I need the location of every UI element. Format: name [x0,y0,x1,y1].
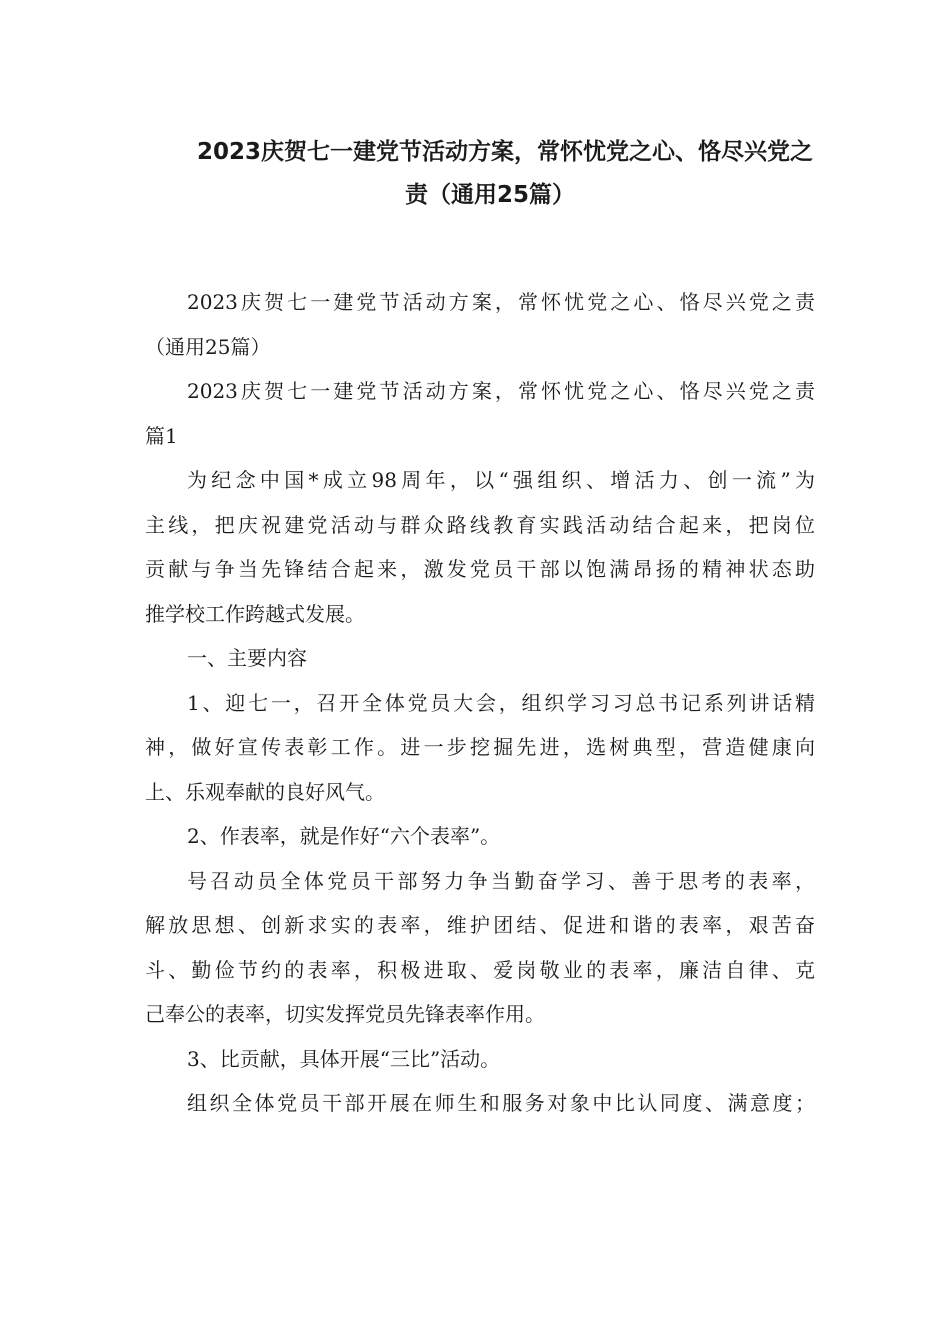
body-text-line: 3、比贡献，具体开展“三比”活动。 [187,1046,501,1071]
body-text-line: 一、主要内容 [187,646,307,670]
body-text-line: 贡献与争当先锋结合起来，激发党员干部以饱满昂扬的精神状态助 [145,557,815,581]
body-text-line: 己奉公的表率，切实发挥党员先锋表率作用。 [145,1002,545,1026]
body-text-line: 斗、勤俭节约的表率，积极进取、爱岗敬业的表率，廉洁自律、克 [145,957,815,982]
body-text-line: 2、作表率，就是作好“六个表率”。 [187,824,501,848]
body-text-line: 2023庆贺七一建党节活动方案，常怀忧党之心、恪尽兴党之责 [187,379,815,403]
body-text-line: 神，做好宣传表彰工作。进一步挖掘先进，选树典型，营造健康向 [145,735,815,759]
body-text-line: 组织全体党员干部开展在师生和服务对象中比认同度、满意度； [187,1091,815,1115]
body-text-line: 号召动员全体党员干部努力争当勤奋学习、善于思考的表率， [187,868,815,893]
body-text-line: 上、乐观奉献的良好风气。 [145,779,385,804]
document-body [145,280,815,1126]
body-text-line: 主线，把庆祝建党活动与群众路线教育实践活动结合起来，把岗位 [145,512,815,537]
body-text-line: 推学校工作跨越式发展。 [145,601,365,626]
body-text-line: 解放思想、创新求实的表率，维护团结、促进和谐的表率，艰苦奋 [145,913,815,937]
document-title-line-1: 2023庆贺七一建党节活动方案，常怀忧党之心、恪尽兴党之 [196,139,813,165]
document-title-line-2: 责（通用25篇） [404,182,575,208]
body-text-line: 篇1 [145,423,178,448]
body-text-line: 为纪念中国*成立98周年，以“强组织、增活力、创一流”为 [187,468,815,492]
body-text-line: 2023庆贺七一建党节活动方案，常怀忧党之心、恪尽兴党之责 [187,290,815,314]
body-text-line: 1、迎七一，召开全体党员大会，组织学习习总书记系列讲话精 [187,690,815,715]
body-text-line: （通用25篇） [145,334,271,359]
